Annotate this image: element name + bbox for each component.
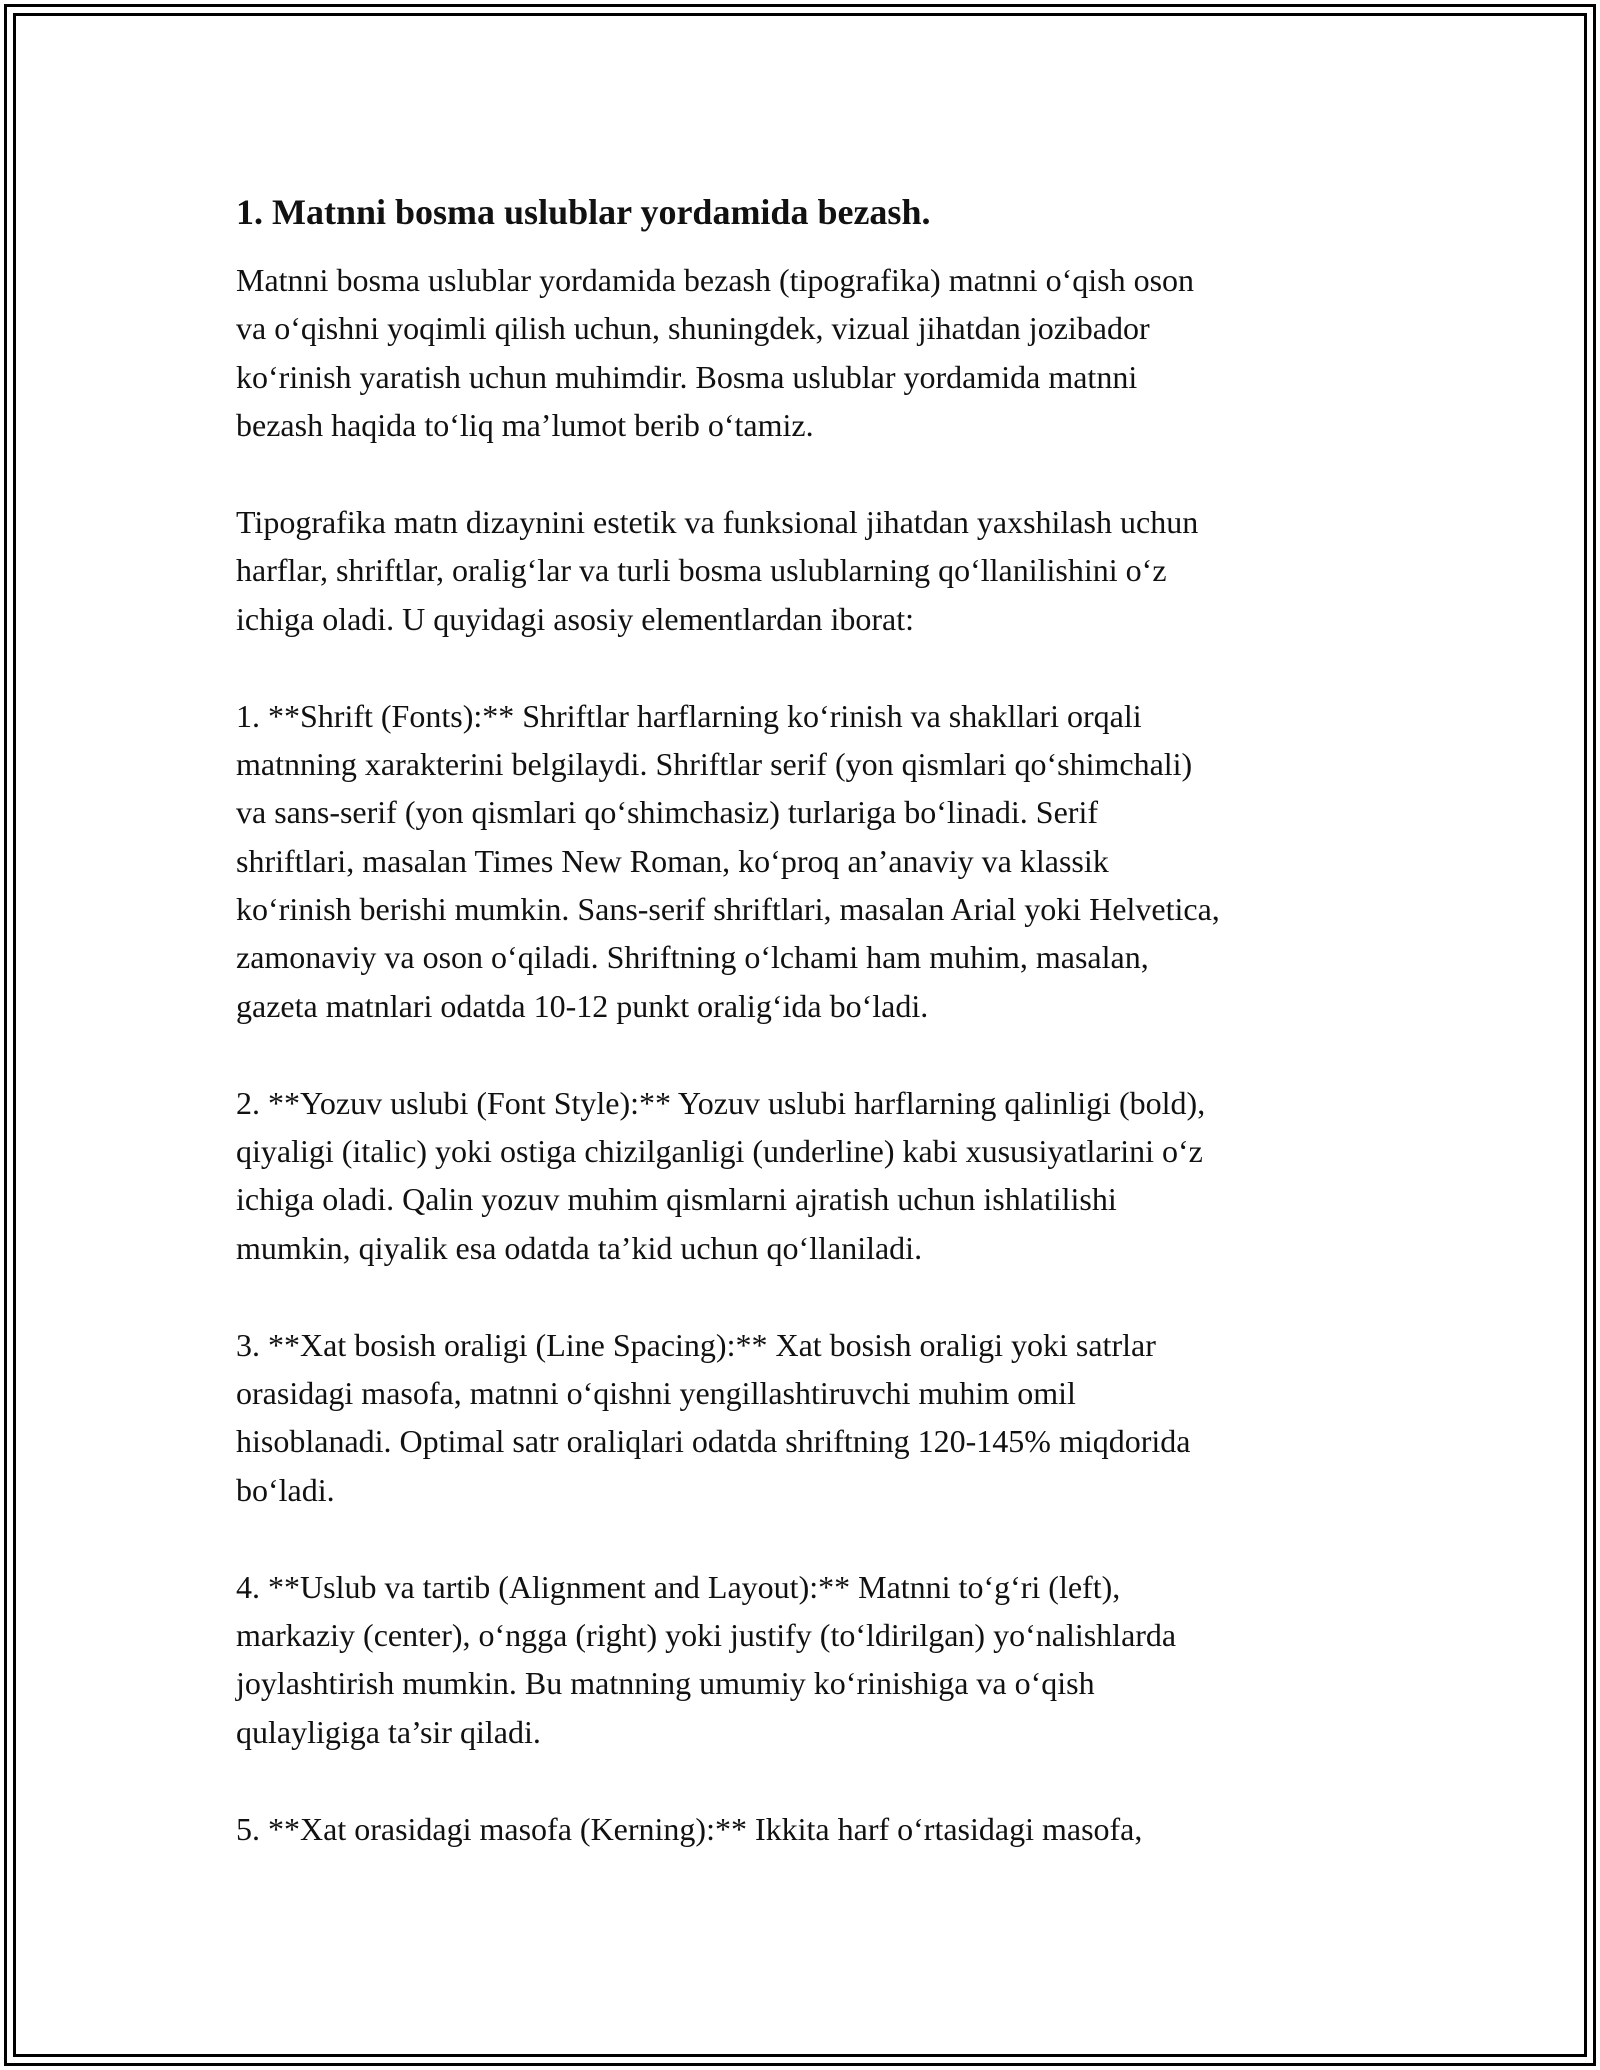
text-line: bo‘ladi. [236,1471,335,1508]
text-line: mumkin, qiyalik esa odatda ta’kid uchun qo‘llaniladi. [236,1229,923,1266]
text-line: orasidagi masofa, matnni o‘qishni yengillashtiruvchi muhim omil [236,1374,1076,1411]
text-line: Matnni bosma uslublar yordamida bezash (tipografika) matnni o‘qish oson [236,262,1195,298]
paragraph [236,1805,1416,1853]
text-line: 2. **Yozuv uslubi (Font Style):** Yozuv uslubi harflarning qalinligi (bold), [236,1084,1206,1121]
text-line: joylashtirish mumkin. Bu matnning umumiy ko‘rinishiga va o‘qish [236,1665,1095,1702]
text-line: va o‘qishni yoqimli qilish uchun, shuningdek, vizual jihatdan jozibador [236,310,1150,347]
paragraph [236,692,1416,1031]
text-line: 4. **Uslub va tartib (Alignment and Layout):** Matnni to‘g‘ri (left), [236,1568,1121,1605]
paragraph-gap [236,643,1416,691]
paragraph [236,498,1416,643]
text-line: 1. **Shrift (Fonts):** Shriftlar harflarning ko‘rinish va shakllari orqali [236,697,1142,734]
paragraph-gap [236,1272,1416,1320]
paragraph [236,1079,1416,1273]
text-line: qiyaligi (italic) yoki ostiga chizilganligi (underline) kabi xususiyatlarini o‘z [236,1133,1203,1170]
text-line: zamonaviy va oson o‘qiladi. Shriftning o‘lchami ham muhim, masalan, [236,939,1149,976]
text-line: shriftlari, masalan Times New Roman, ko‘proq an’anaviy va klassik [236,842,1109,879]
text-line: 3. **Xat bosish oraligi (Line Spacing):** Xat bosish oraligi yoki satrlar [236,1326,1156,1363]
text-line: matnning xarakterini belgilaydi. Shriftlar serif (yon qismlari qo‘shimchali) [236,745,1193,782]
text-line: ko‘rinish yaratish uchun muhimdir. Bosma uslublar yordamida matnni [236,358,1138,395]
text-line: va sans-serif (yon qismlari qo‘shimchasiz) turlariga bo‘linadi. Serif [236,794,1098,831]
text-line: gazeta matnlari odatda 10-12 punkt oralig‘ida bo‘ladi. [236,987,929,1024]
paragraph [236,1563,1416,1757]
text-line: harflar, shriftlar, oralig‘lar va turli bosma uslublarning qo‘llanilishini o‘z [236,552,1167,589]
paragraph-gap [236,1514,1416,1562]
text-line: Tipografika matn dizaynini estetik va funksional jihatdan yaxshilash uchun [236,503,1199,540]
paragraph [236,256,1416,450]
text-line: qulayligiga ta’sir qiladi. [236,1713,541,1750]
text-line: ichiga oladi. U quyidagi asosiy elementlardan iborat: [236,600,915,637]
paragraph-gap [236,1030,1416,1078]
paragraph [236,1321,1416,1515]
paragraph-list [236,256,1416,1853]
document-title: 1. Matnni bosma uslublar yordamida bezash. [236,192,931,232]
text-line: bezash haqida to‘liq ma’lumot berib o‘tamiz. [236,407,814,444]
text-line: markaziy (center), o‘ngga (right) yoki justify (to‘ldirilgan) yo‘nalishlarda [236,1616,1177,1653]
paragraph-gap [236,450,1416,498]
text-line: ichiga oladi. Qalin yozuv muhim qismlarni ajratish uchun ishlatilishi [236,1181,1117,1218]
document-body [236,188,1416,1853]
text-line: hisoblanadi. Optimal satr oraliqlari odatda shriftning 120-145% miqdorida [236,1423,1191,1460]
text-line: ko‘rinish berishi mumkin. Sans-serif shriftlari, masalan Arial yoki Helvetica, [236,891,1220,928]
text-line: 5. **Xat orasidagi masofa (Kerning):** Ikkita harf o‘rtasidagi masofa, [236,1810,1143,1847]
paragraph-gap [236,1756,1416,1804]
